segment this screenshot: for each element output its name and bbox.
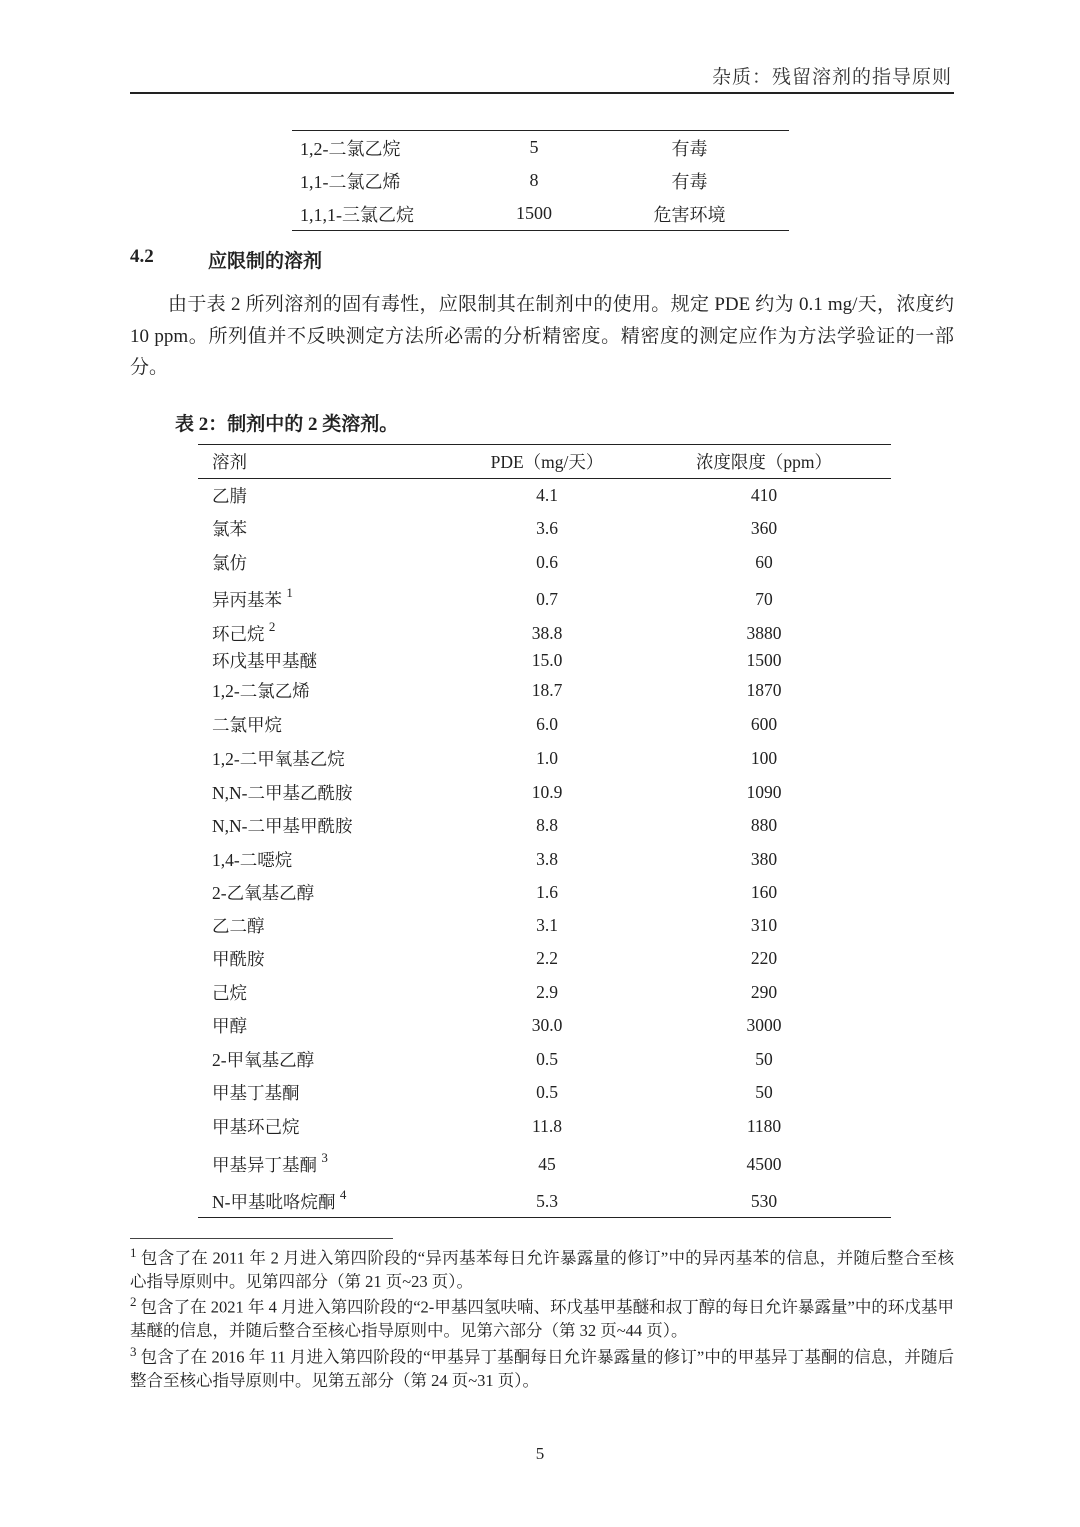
- footnote-mark: 1: [130, 1245, 137, 1260]
- reason-cell: 有毒: [671, 138, 708, 159]
- solvent-name: 二氯甲烷: [212, 714, 282, 735]
- table2-caption: 表 2：制剂中的 2 类溶剂。: [175, 414, 399, 435]
- pde-cell: 4.1: [536, 484, 558, 505]
- solvent-name: 2-甲氧基乙醇: [212, 1050, 315, 1070]
- reason-cell: 危害环境: [653, 204, 726, 225]
- pde-cell: 8.8: [536, 815, 558, 835]
- solvent-name-cell: [198, 620, 457, 647]
- table2-row: [198, 1186, 891, 1218]
- table2-row: [198, 479, 891, 512]
- solvent-name: 甲基环己烷: [212, 1116, 300, 1137]
- solvent-name: N,N-二甲基甲酰胺: [212, 816, 353, 836]
- value-cell: 5: [529, 137, 539, 157]
- column-header-limit: 浓度限度（ppm）: [637, 445, 891, 479]
- footnote-rule: [130, 1238, 393, 1239]
- body-paragraph: 由于表 2 所列溶剂的固有毒性，应限制其在制剂中的使用。规定 PDE 约为 0.1 mg/天，浓度约 10 ppm。所列值并不反映测定方法所必需的分析精密度。精密度的测定应作为方法学验证的一部分。: [130, 294, 954, 379]
- pde-cell: 38.8: [531, 622, 563, 643]
- pde-cell: 0.5: [536, 1082, 558, 1102]
- limit-cell: 3000: [746, 1015, 782, 1035]
- table2-row: [198, 776, 891, 809]
- page-header-title: 杂质：残留溶剂的指导原则: [711, 67, 952, 88]
- solvent-cell: 1,1-二氯乙烯: [300, 171, 401, 192]
- footnote-text: 包含了在 2011 年 2 月进入第四阶段的“异丙基苯每日允许暴露量的修订”中的异丙基苯的信息，并随后整合至核心指导原则中。见第四部分（第 21 页~23 页）。: [130, 1248, 954, 1291]
- pde-cell: 45: [538, 1154, 556, 1174]
- solvent-name-cell: [198, 580, 457, 620]
- table2: [198, 444, 891, 1218]
- limit-cell: 50: [755, 1049, 773, 1069]
- solvent-name-cell: [198, 708, 457, 741]
- pde-cell: 11.8: [532, 1115, 562, 1136]
- solvent-name: 甲醇: [212, 1016, 247, 1036]
- solvent-name: 异丙基苯: [212, 590, 282, 610]
- solvent-name-cell: [198, 876, 457, 910]
- limit-cell: 600: [750, 713, 778, 734]
- pde-cell: 30.0: [531, 1015, 563, 1035]
- reason-cell: 有毒: [671, 171, 708, 192]
- table1-row: [292, 131, 789, 165]
- solvent-name: 1,4-二噁烷: [212, 849, 293, 870]
- limit-cell: 290: [750, 981, 778, 1002]
- footnote-mark: 2: [130, 1294, 137, 1310]
- column-header-solvent: 溶剂: [198, 445, 457, 479]
- footnote-text: 包含了在 2021 年 4 月进入第四阶段的“2-甲基四氢呋喃、环戊基甲基醚和叔丁醇的每日允许暴露量”中的环戊基甲基醚的信息，并随后整合至核心指导原则中。见第六部分（第 32 页~44 页）。: [130, 1297, 954, 1341]
- solvent-name: 环戊基甲基醚: [212, 650, 317, 671]
- limit-cell: 310: [750, 915, 778, 935]
- pde-cell: 0.6: [536, 552, 558, 572]
- limit-cell: 380: [750, 848, 778, 869]
- solvent-name: 2-乙氧基乙醇: [212, 883, 315, 903]
- footnote: [130, 1293, 954, 1342]
- solvent-name: 氯仿: [212, 553, 247, 573]
- header-rule: [130, 92, 954, 94]
- pde-cell: 5.3: [457, 1186, 637, 1218]
- solvent-name: 甲基异丁基酮: [212, 1155, 317, 1175]
- pde-cell: 0.7: [536, 589, 558, 609]
- solvent-name-cell: [198, 1144, 457, 1186]
- pde-cell: 15.0: [531, 649, 563, 670]
- pde-cell: 1.0: [536, 747, 558, 768]
- table2-row: [198, 512, 891, 546]
- limit-cell: 60: [755, 552, 773, 572]
- table1-continuation: [292, 130, 789, 231]
- pde-cell: 3.6: [536, 518, 558, 538]
- table2-row: [198, 1144, 891, 1186]
- solvent-cell: 1,1,1-三氯乙烷: [300, 204, 414, 225]
- limit-cell: 410: [750, 484, 778, 505]
- footnote: [130, 1244, 954, 1293]
- page-number: 5: [535, 1444, 545, 1463]
- solvent-name-cell: [198, 942, 457, 976]
- table1-row: [292, 164, 789, 197]
- table2-row: [198, 1009, 891, 1043]
- table2-row: [198, 708, 891, 741]
- footnote: [130, 1343, 954, 1392]
- solvent-name: 乙二醇: [212, 916, 265, 936]
- solvent-name: 甲基丁基酮: [212, 1083, 300, 1103]
- section-title: 应限制的溶剂: [208, 251, 323, 272]
- solvent-name-cell: [198, 479, 457, 512]
- table2-row: [198, 741, 891, 776]
- pde-cell: 10.9: [531, 781, 563, 802]
- limit-cell: 880: [750, 815, 778, 835]
- table2-row: [198, 876, 891, 910]
- limit-cell: 1500: [746, 649, 782, 670]
- footnote-text: 包含了在 2016 年 11 月进入第四阶段的“甲基异丁基酮每日允许暴露量的修订”中的甲基异丁基酮的信息，并随后整合至核心指导原则中。见第五部分（第 24 页~31 页）。: [130, 1347, 954, 1390]
- solvent-name: 己烷: [212, 982, 247, 1003]
- table2-row: [198, 620, 891, 647]
- solvent-cell: 1,2-二氯乙烷: [300, 138, 401, 159]
- pde-cell: 6.0: [536, 713, 558, 734]
- solvent-name-cell: [198, 741, 457, 776]
- solvent-name-cell: [198, 1009, 457, 1043]
- table2-row: [198, 546, 891, 580]
- limit-cell: 4500: [746, 1154, 782, 1174]
- pde-cell: 3.1: [536, 915, 558, 935]
- footnote-ref: 2: [268, 618, 276, 634]
- solvent-name: 氯苯: [212, 519, 247, 539]
- solvent-name-cell: [198, 809, 457, 843]
- solvent-name-cell: [198, 512, 457, 546]
- pde-cell: 2.9: [536, 981, 558, 1002]
- table2-row: [198, 809, 891, 843]
- limit-cell: 360: [750, 518, 778, 538]
- table2-row: [198, 976, 891, 1009]
- solvent-name-cell: [198, 1077, 457, 1109]
- footnotes: [130, 1244, 954, 1392]
- table2-row: [198, 942, 891, 976]
- limit-cell: 50: [755, 1082, 773, 1102]
- limit-cell: 70: [755, 589, 773, 609]
- solvent-name-cell: [198, 1186, 457, 1218]
- footnote-ref: 4: [339, 1186, 347, 1202]
- pde-cell: 2.2: [536, 948, 558, 968]
- table1-row: [292, 197, 789, 231]
- table2-row: [198, 1109, 891, 1144]
- pde-cell: 1.6: [536, 882, 558, 902]
- table2-row: [198, 580, 891, 620]
- solvent-name: 乙腈: [212, 485, 247, 506]
- solvent-name-cell: [198, 647, 457, 674]
- solvent-name-cell: [198, 843, 457, 876]
- value-cell: 8: [529, 170, 539, 190]
- solvent-name: N,N-二甲基乙酰胺: [212, 782, 353, 803]
- table2-row: [198, 647, 891, 674]
- limit-cell: 3880: [746, 622, 782, 643]
- solvent-name-cell: [198, 546, 457, 580]
- table2-header-row: [198, 445, 891, 479]
- limit-cell: 530: [637, 1186, 891, 1218]
- solvent-name-cell: [198, 1043, 457, 1077]
- limit-cell: 220: [750, 948, 778, 968]
- limit-cell: 1090: [746, 781, 782, 802]
- solvent-name-cell: [198, 976, 457, 1009]
- footnote-ref: 3: [321, 1150, 328, 1166]
- solvent-name: 1,2-二氯乙烯: [212, 681, 310, 701]
- pde-cell: 18.7: [531, 680, 563, 700]
- solvent-name: 甲酰胺: [212, 949, 265, 969]
- limit-cell: 100: [750, 747, 778, 768]
- solvent-name: 1,2-二甲氧基乙烷: [212, 748, 345, 769]
- solvent-name-cell: [198, 674, 457, 708]
- section-number: 4.2: [130, 246, 154, 267]
- limit-cell: 160: [750, 882, 778, 902]
- footnote-ref: 1: [286, 585, 293, 601]
- solvent-name-cell: [198, 1109, 457, 1144]
- table2-row: [198, 910, 891, 942]
- value-cell: 1500: [516, 203, 552, 223]
- solvent-name: N-甲基吡咯烷酮: [212, 1191, 336, 1212]
- footnote-mark: 3: [130, 1343, 137, 1359]
- table2-row: [198, 674, 891, 708]
- table2-row: [198, 1043, 891, 1077]
- table2-row: [198, 843, 891, 876]
- limit-cell: 1180: [746, 1115, 782, 1136]
- solvent-name-cell: [198, 910, 457, 942]
- solvent-name: 环己烷: [212, 623, 265, 644]
- solvent-name-cell: [198, 776, 457, 809]
- limit-cell: 1870: [746, 680, 782, 700]
- pde-cell: 0.5: [536, 1049, 558, 1069]
- pde-cell: 3.8: [536, 848, 558, 869]
- table2-row: [198, 1077, 891, 1109]
- column-header-pde: PDE（mg/天）: [457, 445, 637, 479]
